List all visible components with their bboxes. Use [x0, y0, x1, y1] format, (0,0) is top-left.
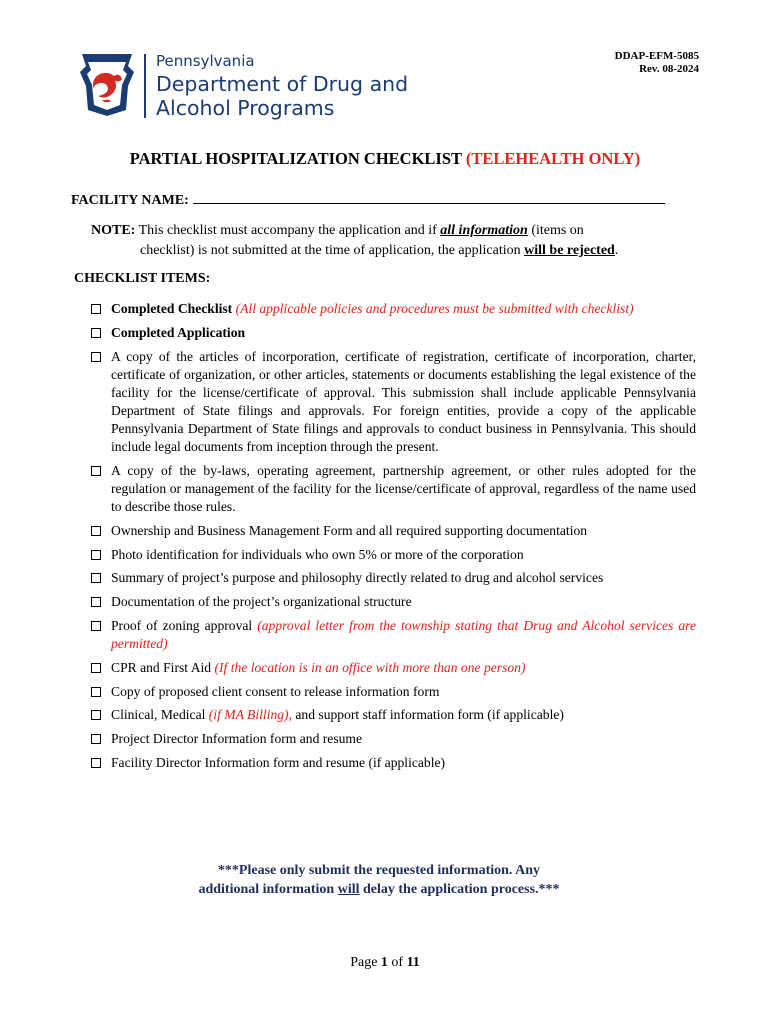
page-prefix: Page — [350, 955, 381, 970]
checklist-item — [91, 706, 696, 724]
checkbox[interactable] — [91, 710, 101, 720]
title-main: PARTIAL HOSPITALIZATION CHECKLIST — [129, 149, 466, 168]
page-of: of — [387, 955, 407, 970]
facility-name-field[interactable] — [193, 191, 665, 204]
checklist-item — [91, 300, 696, 318]
note-label: NOTE: — [91, 223, 136, 238]
note-text-2: (items on — [527, 223, 584, 238]
document-title — [0, 149, 770, 169]
checklist-item — [91, 593, 696, 611]
item-label: Completed Checklist — [111, 301, 233, 316]
checklist-item — [91, 683, 696, 701]
agency-name — [156, 72, 408, 120]
checklist-item — [91, 546, 696, 564]
item-label-cont: and support staff information form (if applicable) — [291, 707, 564, 723]
item-label: Facility Director Information form and resume (if applicable) — [111, 754, 446, 770]
agency-state: Pennsylvania — [156, 52, 255, 70]
item-label: Clinical, Medical — [111, 707, 209, 723]
closing-emphasis: will — [337, 882, 360, 897]
checklist — [91, 300, 696, 778]
checkbox[interactable] — [91, 734, 101, 744]
form-number: DDAP-EFM-5085 — [614, 50, 699, 62]
item-note: (If the location is in an office with more than one person) — [214, 659, 526, 675]
note-text-1: This checklist must accompany the application and if — [135, 223, 441, 238]
agency-name-line2: Alcohol Programs — [156, 96, 335, 120]
agency-name-line1: Department of Drug and — [156, 72, 409, 96]
facility-name-label: FACILITY NAME: — [71, 193, 189, 208]
checklist-item — [91, 569, 696, 587]
checkbox[interactable] — [91, 328, 101, 338]
item-label: A copy of the by-laws, operating agreement, partnership agreement, or other rules adopted for the regulation or management of the facility for the license/certificate of approval, regardless of the name used to describe those rules. — [111, 462, 696, 514]
note-text-3: checklist) is not submitted at the time of application, the application — [140, 243, 525, 258]
checklist-item — [91, 659, 696, 677]
checklist-item — [91, 348, 696, 457]
note-paragraph — [91, 221, 660, 261]
checkbox[interactable] — [91, 352, 101, 362]
checklist-item — [91, 462, 696, 516]
logo-divider — [144, 54, 146, 118]
checklist-heading: CHECKLIST ITEMS: — [74, 271, 211, 286]
closing-line-1: ***Please only submit the requested information. Any — [217, 863, 541, 878]
checkbox[interactable] — [91, 621, 101, 631]
item-label: A copy of the articles of incorporation, certificate of registration, certificate of incorporation, charter, certificate of organization, or other articles, statements or documents establishing the legal existence of the facility for the license/certificate of approval. This submission shall include applicable Pennsylvania Department of State filings and approvals. For foreign entities, provide a copy of the applicable Pennsylvania Department of State filings and approvals to conduct business in Pennsylvania. This should include legal documents from inception through the present. — [111, 348, 696, 455]
item-label: Proof of zoning approval — [111, 617, 258, 633]
checkbox[interactable] — [91, 526, 101, 536]
checkbox[interactable] — [91, 550, 101, 560]
page-current: 1 — [380, 955, 388, 970]
checkbox[interactable] — [91, 758, 101, 768]
agency-logo — [78, 50, 409, 125]
item-label: CPR and First Aid — [111, 659, 215, 675]
title-highlight: (TELEHEALTH ONLY) — [465, 149, 641, 168]
item-note: (if MA Billing), — [208, 707, 292, 723]
form-identifier — [615, 50, 699, 76]
checkbox[interactable] — [91, 466, 101, 476]
item-note: (All applicable policies and procedures must be submitted with checklist) — [232, 301, 634, 316]
closing-notice — [186, 861, 572, 899]
item-label: Copy of proposed client consent to release information form — [111, 683, 440, 699]
checklist-item — [91, 754, 696, 772]
keystone-logo-icon — [78, 52, 136, 118]
form-revision: Rev. 08-2024 — [639, 63, 699, 75]
note-emphasis: all information — [440, 223, 528, 238]
closing-line-2 — [186, 880, 572, 899]
checklist-item — [91, 522, 696, 540]
note-line-2 — [91, 241, 660, 261]
item-note: (approval letter from the township stating that Drug and Alcohol services are permitted) — [111, 617, 696, 651]
item-label: Photo identification for individuals who own 5% or more of the corporation — [111, 546, 524, 562]
checkbox[interactable] — [91, 304, 101, 314]
page-number — [0, 955, 770, 971]
checklist-item — [91, 730, 696, 748]
note-text-4: . — [614, 243, 619, 258]
page-total: 11 — [406, 955, 420, 970]
closing-text-a: additional information — [198, 882, 338, 897]
checklist-item — [91, 324, 696, 342]
checkbox[interactable] — [91, 663, 101, 673]
item-label: Summary of project’s purpose and philosophy directly related to drug and alcohol services — [111, 570, 604, 586]
closing-text-b: delay the application process.*** — [359, 882, 560, 897]
checkbox[interactable] — [91, 573, 101, 583]
checkbox[interactable] — [91, 597, 101, 607]
item-label: Completed Application — [111, 324, 246, 340]
note-emphasis-2: will be rejected — [524, 243, 615, 258]
facility-name-row — [71, 191, 665, 209]
item-label: Project Director Information form and resume — [111, 731, 363, 747]
checklist-item — [91, 617, 696, 653]
item-label: Ownership and Business Management Form and all required supporting documentation — [111, 522, 588, 538]
item-label: Documentation of the project’s organizational structure — [111, 594, 412, 610]
checkbox[interactable] — [91, 687, 101, 697]
